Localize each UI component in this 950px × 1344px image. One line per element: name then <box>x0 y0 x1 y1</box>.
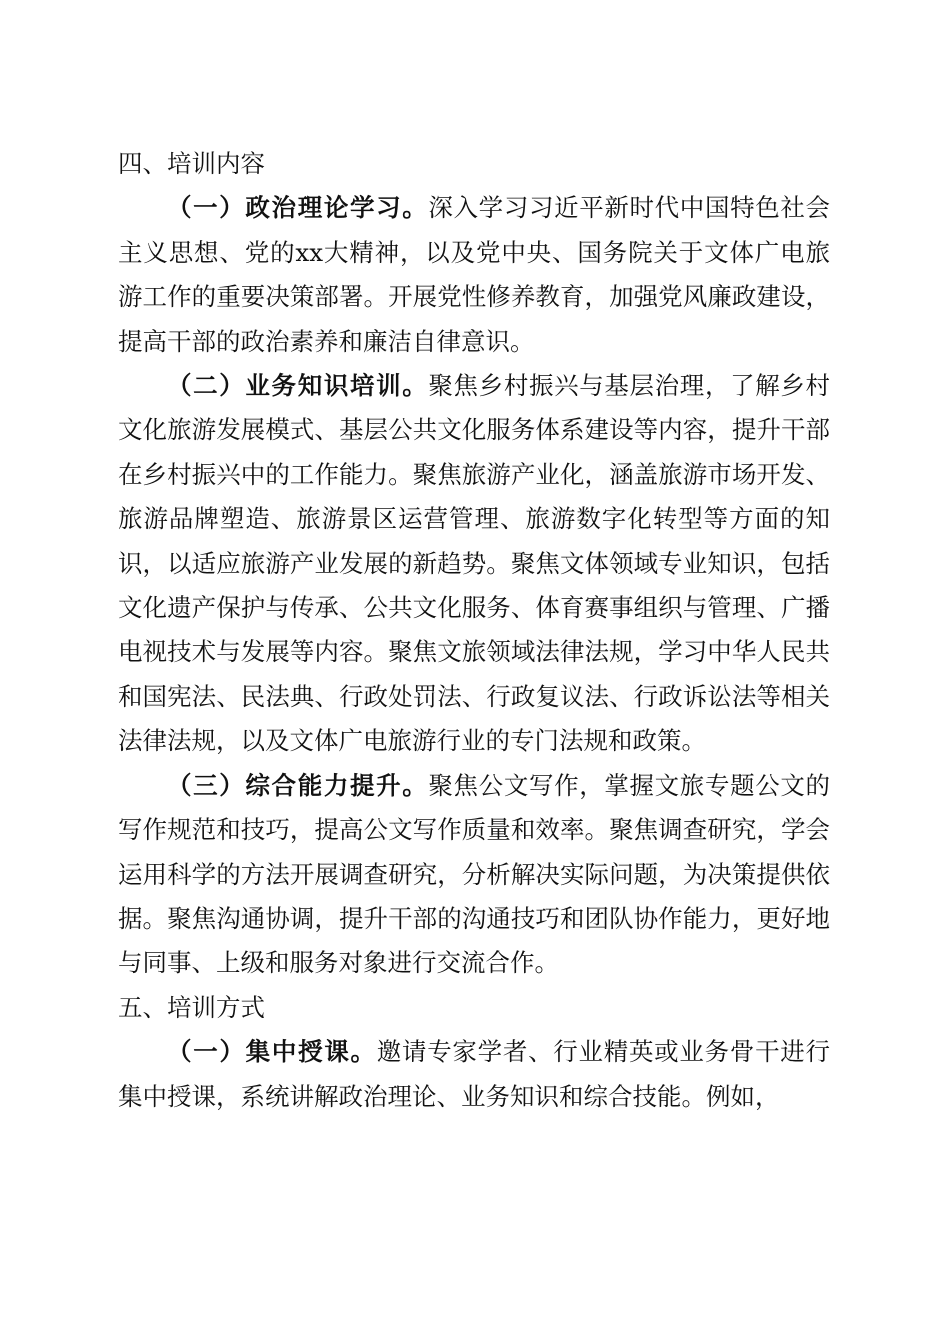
paragraph-text: 聚焦公文写作，掌握文旅专题公文的写作规范和技巧，提高公文写作质量和效率。聚焦调查研究，学会运用科学的方法开展调查研究，分析解决实际问题，为决策提供依据。聚焦沟通协调，提升干部的沟通技巧和团队协作能力，更好地与同事、上级和服务对象进行交流合作。 <box>118 770 831 978</box>
paragraph-centralized-lecture <box>118 1030 830 1119</box>
paragraph-lead: （一）集中授课。 <box>167 1037 377 1067</box>
paragraph-lead: （一）政治理论学习。 <box>167 193 429 223</box>
paragraph-text: 邀请专家学者、行业精英或业务骨干进行集中授课，系统讲解政治理论、业务知识和综合技能。例如， <box>118 1037 831 1111</box>
paragraph-text: 聚焦乡村振兴与基层治理，了解乡村文化旅游发展模式、基层公共文化服务体系建设等内容，提升干部在乡村振兴中的工作能力。聚焦旅游产业化，涵盖旅游市场开发、旅游品牌塑造、旅游景区运营管理、旅游数字化转型等方面的知识，以适应旅游产业发展的新趋势。聚焦文体领域专业知识，包括文化遗产保护与传承、公共文化服务、体育赛事组织与管理、广播电视技术与发展等内容。聚焦文旅领域法律法规，学习中华人民共和国宪法、民法典、行政处罚法、行政复议法、行政诉讼法等相关法律法规，以及文体广电旅游行业的专门法规和政策。 <box>118 371 831 756</box>
section-heading-training-method: 五、培训方式 <box>118 992 265 1022</box>
paragraph-business-knowledge <box>118 364 830 764</box>
paragraph-comprehensive-ability <box>118 764 830 986</box>
paragraph-lead: （二）业务知识培训。 <box>167 371 429 401</box>
paragraph-text: 深入学习习近平新时代中国特色社会主义思想、党的xx大精神，以及党中央、国务院关于文体广电旅游工作的重要决策部署。开展党性修养教育，加强党风廉政建设，提高干部的政治素养和廉洁自律意识。 <box>118 193 831 356</box>
paragraph-lead: （三）综合能力提升。 <box>167 770 429 800</box>
paragraph-political-theory <box>118 186 830 364</box>
document-body <box>118 142 830 1119</box>
section-heading-training-content: 四、培训内容 <box>118 149 265 178</box>
